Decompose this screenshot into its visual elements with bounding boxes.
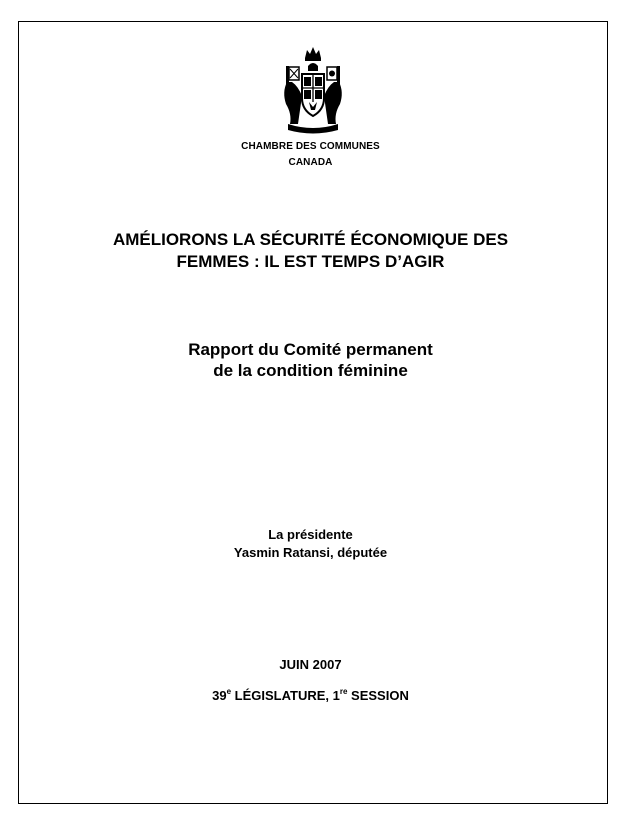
session-ordinal: re (339, 687, 348, 696)
title-line-1: AMÉLIORONS LA SÉCURITÉ ÉCONOMIQUE DES (112, 230, 509, 249)
chair-block (0, 526, 621, 562)
session-text: SESSION (347, 688, 409, 703)
country-name: CANADA (288, 157, 333, 168)
subtitle-line-1: Rapport du Comité permanent (188, 340, 433, 359)
coat-of-arms-icon (278, 44, 348, 136)
legislature-ordinal: e (226, 687, 232, 696)
report-subtitle (0, 339, 621, 381)
title-line-2: FEMMES : IL EST TEMPS D’AGIR (176, 252, 445, 271)
subtitle-line-2: de la condition féminine (213, 361, 408, 380)
chair-role: La présidente (268, 527, 353, 542)
institution-header (0, 139, 621, 171)
institution-name: CHAMBRE DES COMMUNES (241, 141, 380, 152)
chair-name: Yasmin Ratansi, députée (233, 545, 388, 560)
legislature-session (0, 687, 621, 705)
legislature-number: 39 (212, 688, 227, 703)
report-title (0, 229, 621, 273)
report-date: JUIN 2007 (279, 657, 342, 672)
legislature-text: LÉGISLATURE, 1 (231, 688, 340, 703)
